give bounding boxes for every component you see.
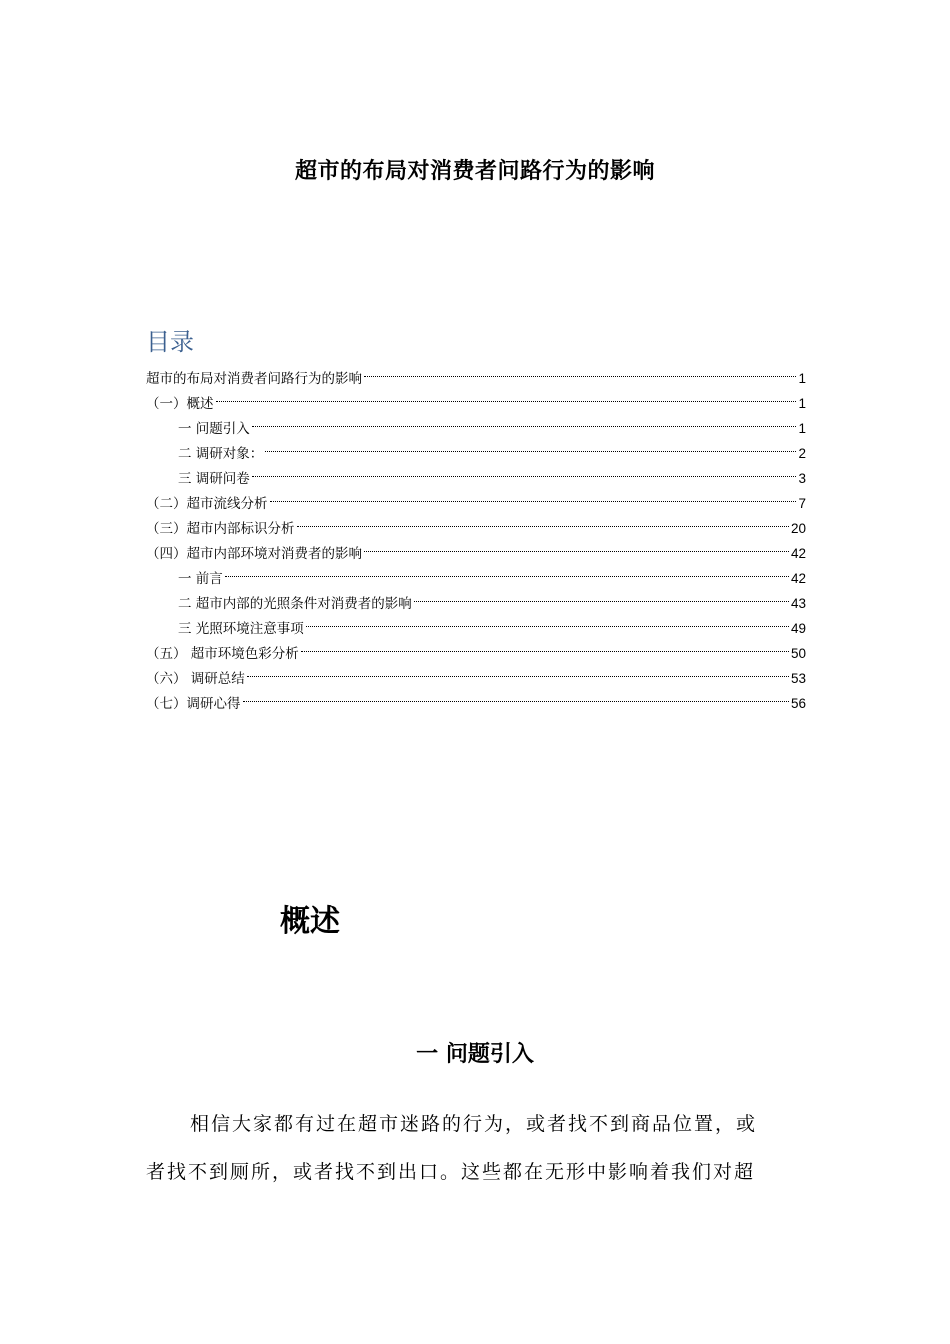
toc-entry-text: （六） 调研总结 xyxy=(146,671,245,687)
toc-entry-page: 3 xyxy=(798,471,806,486)
toc-entry[interactable] xyxy=(146,466,806,491)
toc-entry-page: 49 xyxy=(790,621,806,636)
toc-entry-text: 三 调研问卷 xyxy=(178,471,250,487)
subsection-heading: 一 问题引入 xyxy=(416,1042,534,1067)
toc-entry[interactable] xyxy=(146,666,806,691)
body-line: 相信大家都有过在超市迷路的行为，或者找不到商品位置，或 xyxy=(190,1113,758,1135)
body-paragraph xyxy=(146,1100,806,1196)
toc-leader-dots xyxy=(225,576,789,577)
toc-entry[interactable] xyxy=(146,491,806,516)
toc-leader-dots xyxy=(265,451,796,452)
toc-leader-dots xyxy=(252,426,797,427)
toc-entry-page: 2 xyxy=(798,446,806,461)
toc-leader-dots xyxy=(297,526,789,527)
toc-entry-page: 1 xyxy=(798,371,806,386)
toc-leader-dots xyxy=(364,376,796,377)
toc-leader-dots xyxy=(301,651,789,652)
toc-entry-text: （四）超市内部环境对消费者的影响 xyxy=(146,546,362,562)
toc-entry-page: 53 xyxy=(790,671,806,686)
toc-entry[interactable] xyxy=(146,366,806,391)
toc-entry[interactable] xyxy=(146,441,806,466)
toc-leader-dots xyxy=(414,601,789,602)
toc-entry-page: 1 xyxy=(798,396,806,411)
toc-entry-page: 42 xyxy=(790,571,806,586)
table-of-contents xyxy=(146,366,806,716)
toc-entry[interactable] xyxy=(146,566,806,591)
toc-entry-text: （七）调研心得 xyxy=(146,696,241,712)
toc-entry[interactable] xyxy=(146,541,806,566)
toc-entry-text: （五） 超市环境色彩分析 xyxy=(146,646,299,662)
toc-entry-page: 56 xyxy=(790,696,806,711)
toc-entry-page: 1 xyxy=(798,421,806,436)
toc-leader-dots xyxy=(306,626,789,627)
toc-entry-text: 一 前言 xyxy=(178,571,223,587)
toc-entry-text: 三 光照环境注意事项 xyxy=(178,621,304,637)
toc-entry-text: 一 问题引入 xyxy=(178,421,250,437)
toc-leader-dots xyxy=(270,501,797,502)
toc-entry-text: （一）概述 xyxy=(146,396,214,412)
toc-entry-text: 超市的布局对消费者问路行为的影响 xyxy=(146,371,362,387)
toc-heading: 目录 xyxy=(146,328,194,356)
toc-entry[interactable] xyxy=(146,641,806,666)
toc-entry-text: 二 超市内部的光照条件对消费者的影响 xyxy=(178,596,412,612)
toc-entry-page: 50 xyxy=(790,646,806,661)
toc-entry[interactable] xyxy=(146,416,806,441)
toc-entry[interactable] xyxy=(146,691,806,716)
toc-leader-dots xyxy=(243,701,789,702)
toc-entry-page: 7 xyxy=(798,496,806,511)
toc-leader-dots xyxy=(247,676,789,677)
body-line: 者找不到厕所，或者找不到出口。这些都在无形中影响着我们对超 xyxy=(146,1161,756,1183)
document-title: 超市的布局对消费者问路行为的影响 xyxy=(294,159,655,184)
toc-entry-page: 42 xyxy=(790,546,806,561)
toc-entry[interactable] xyxy=(146,591,806,616)
toc-leader-dots xyxy=(216,401,797,402)
toc-entry-text: （三）超市内部标识分析 xyxy=(146,521,295,537)
toc-leader-dots xyxy=(364,551,789,552)
toc-entry[interactable] xyxy=(146,616,806,641)
toc-entry[interactable] xyxy=(146,516,806,541)
toc-entry-page: 43 xyxy=(790,596,806,611)
section-heading: 概述 xyxy=(280,904,340,939)
toc-entry[interactable] xyxy=(146,391,806,416)
toc-entry-text: 二 调研对象： xyxy=(178,446,264,462)
toc-leader-dots xyxy=(252,476,797,477)
toc-entry-text: （二）超市流线分析 xyxy=(146,496,268,512)
toc-entry-page: 20 xyxy=(790,521,806,536)
